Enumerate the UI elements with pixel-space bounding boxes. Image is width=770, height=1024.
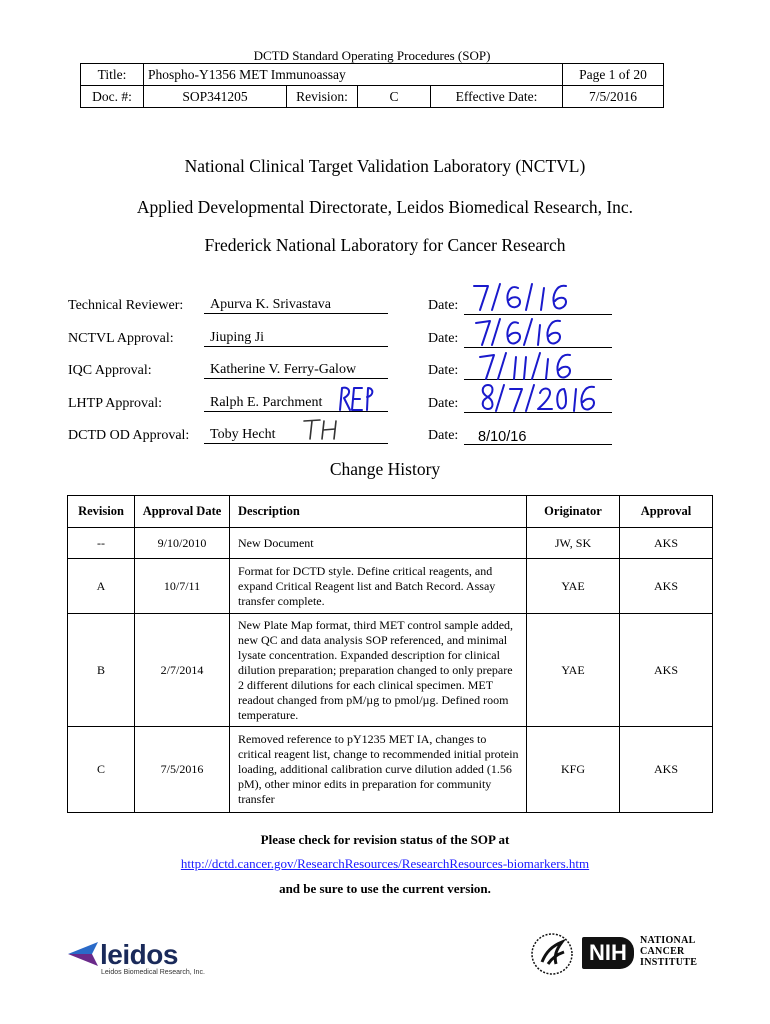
revision-value: C [358,86,431,108]
page-number: Page 1 of 20 [563,64,664,86]
leidos-logo-subtitle: Leidos Biomedical Research, Inc. [101,969,205,976]
approval-cell: AKS [620,528,713,559]
description-cell: Removed reference to pY1235 MET IA, changes to critical reagent list, change to recommended initial protein loading, additional calibration curve dilution added (1.56 pM), other minor edits in preparation for community transfer [230,727,527,813]
doc-number: SOP341205 [144,86,287,108]
biomarkers-link[interactable]: http://dctd.cancer.gov/ResearchResources/ResearchResources-biomarkers.htm [180,856,590,871]
revision-cell: C [68,727,135,813]
approval-date-cell: 2/7/2014 [135,614,230,727]
effective-date-label: Effective Date: [431,86,563,108]
lab-name: National Clinical Target Validation Laboratory (NCTVL) [184,156,586,176]
approval-label-nctvl: NCTVL Approval: [68,331,174,346]
table-header-row [68,496,713,528]
originator-cell: JW, SK [527,528,620,559]
approval-name-dctd: Toby Hecht [204,426,388,444]
nih-logo: NIH [582,937,634,969]
date-label: Date: [428,396,459,411]
directorate-name: Applied Developmental Directorate, Leidos Biomedical Research, Inc. [136,197,634,217]
description-cell: New Plate Map format, third MET control sample added, new QC and data analysis SOP referenced, and minimal lysate concentration. Expanded description for clinical dilution preparation; preparation changed to only prepare 2 different dilutions for each clinical specimen. MET readout changed from pM/µg to pmol/µg. Defined room temperature. [230,614,527,727]
originator-cell: YAE [527,559,620,614]
approval-label-iqc: IQC Approval: [68,363,152,378]
title-value: Phospho-Y1356 MET Immunoassay [144,64,563,86]
leidos-logo: leidos [100,939,178,970]
approval-name-nctvl: Jiuping Ji [204,329,388,347]
hhs-seal-icon [530,932,574,976]
handwritten-date-lhtp [478,381,608,415]
revision-cell: -- [68,528,135,559]
originator-cell: KFG [527,727,620,813]
approval-label-dctd: DCTD OD Approval: [68,428,190,443]
revision-notice: Please check for revision status of the SOP at [260,832,510,847]
date-label: Date: [428,428,459,443]
column-header: Description [230,496,527,528]
approval-label-lhtp: LHTP Approval: [68,396,162,411]
date-label: Date: [428,298,459,313]
title-label: Title: [81,64,144,86]
originator-cell: YAE [527,614,620,727]
description-cell: New Document [230,528,527,559]
nci-logo-line: NATIONAL [640,935,696,946]
date-label: Date: [428,331,459,346]
change-history-title: Change History [329,459,441,479]
nci-logo-line: INSTITUTE [640,957,698,968]
column-header: Originator [527,496,620,528]
leidos-logo-mark-icon [66,940,100,968]
approval-date-cell: 7/5/2016 [135,727,230,813]
handwritten-date-nctvl [472,315,572,349]
approval-cell: AKS [620,614,713,727]
handwritten-date-technical [470,280,580,314]
approval-date-cell: 9/10/2010 [135,528,230,559]
initials-th [302,417,342,443]
table-row [68,727,713,813]
nci-logo-line: CANCER [640,946,685,957]
initials-rep [334,384,374,414]
approval-name-lhtp: Ralph E. Parchment [204,394,388,412]
revision-cell: A [68,559,135,614]
current-version-notice: and be sure to use the current version. [279,881,491,896]
column-header: Approval [620,496,713,528]
nci-logo [640,935,700,968]
table-row [68,614,713,727]
column-header: Revision [68,496,135,528]
date-label: Date: [428,363,459,378]
dctd-approval-date: 8/10/16 [478,429,527,445]
handwritten-date-iqc [476,349,586,383]
effective-date-value: 7/5/2016 [563,86,664,108]
approval-date-cell: 10/7/11 [135,559,230,614]
sop-title: DCTD Standard Operating Procedures (SOP) [253,48,491,63]
approval-name-iqc: Katherine V. Ferry-Galow [204,361,388,379]
approval-name-technical: Apurva K. Srivastava [204,296,388,314]
frederick-lab-name: Frederick National Laboratory for Cancer Research [204,235,566,255]
approval-cell: AKS [620,727,713,813]
column-header: Approval Date [135,496,230,528]
header-table [80,63,664,108]
approval-cell: AKS [620,559,713,614]
table-row [68,528,713,559]
sop-header [80,48,664,108]
change-history-table [67,495,713,813]
doc-label: Doc. #: [81,86,144,108]
revision-cell: B [68,614,135,727]
description-cell: Format for DCTD style. Define critical reagents, and expand Critical Reagent list and Batch Record. Assay transfer complete. [230,559,527,614]
approval-label-technical: Technical Reviewer: [68,298,184,313]
table-row [68,559,713,614]
revision-label: Revision: [287,86,358,108]
